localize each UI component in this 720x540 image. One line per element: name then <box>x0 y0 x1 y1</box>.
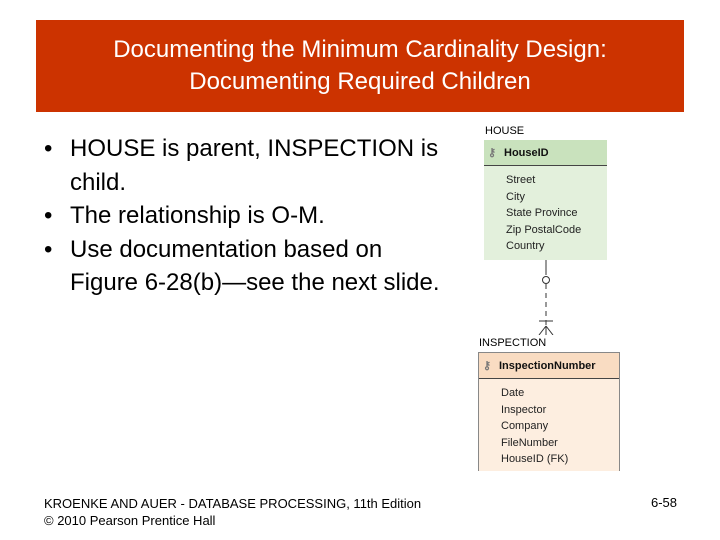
bullet-item: • The relationship is O-M. <box>44 199 444 233</box>
bullet-item: • HOUSE is parent, INSPECTION is child. <box>44 132 444 199</box>
attribute: Company <box>501 420 549 432</box>
relationship-connector <box>530 260 562 335</box>
bullet-list <box>44 132 444 300</box>
inspection-key-row <box>479 353 619 379</box>
inspection-entity-label: INSPECTION <box>479 337 547 349</box>
house-key: HouseID <box>504 146 549 159</box>
attribute: Street <box>506 174 536 186</box>
footer-line-1: KROENKE AND AUER - DATABASE PROCESSING, 11th Edition <box>44 496 422 511</box>
footer-line-2: © 2010 Pearson Prentice Hall <box>44 513 216 528</box>
house-entity <box>484 140 607 260</box>
attribute: Inspector <box>501 403 547 416</box>
slide-title <box>36 20 684 112</box>
attribute: FileNumber <box>501 436 558 449</box>
optional-circle <box>543 277 550 284</box>
attribute: State Province <box>506 207 578 219</box>
attribute: City <box>506 190 525 203</box>
attribute: Country <box>506 240 545 252</box>
attribute: Zip PostalCode <box>506 223 582 236</box>
inspection-entity <box>478 352 620 471</box>
title-line-2: Documenting Required Children <box>189 68 531 95</box>
attribute: HouseID (FK) <box>501 453 569 465</box>
title-line-1: Documenting the Minimum Cardinality Design: <box>113 36 607 63</box>
footer <box>44 495 421 529</box>
house-entity-label: HOUSE <box>485 125 525 137</box>
bullet-item: • Use documentation based on Figure 6-28(b)—see the next slide. <box>44 233 444 300</box>
key-icon: ⚷ <box>483 360 492 372</box>
inspection-key: InspectionNumber <box>499 359 596 372</box>
crows-foot <box>539 326 553 335</box>
page-number: 6-58 <box>650 495 677 510</box>
key-icon: ⚷ <box>488 147 497 159</box>
attribute: Date <box>501 387 525 399</box>
house-key-row <box>484 140 607 166</box>
